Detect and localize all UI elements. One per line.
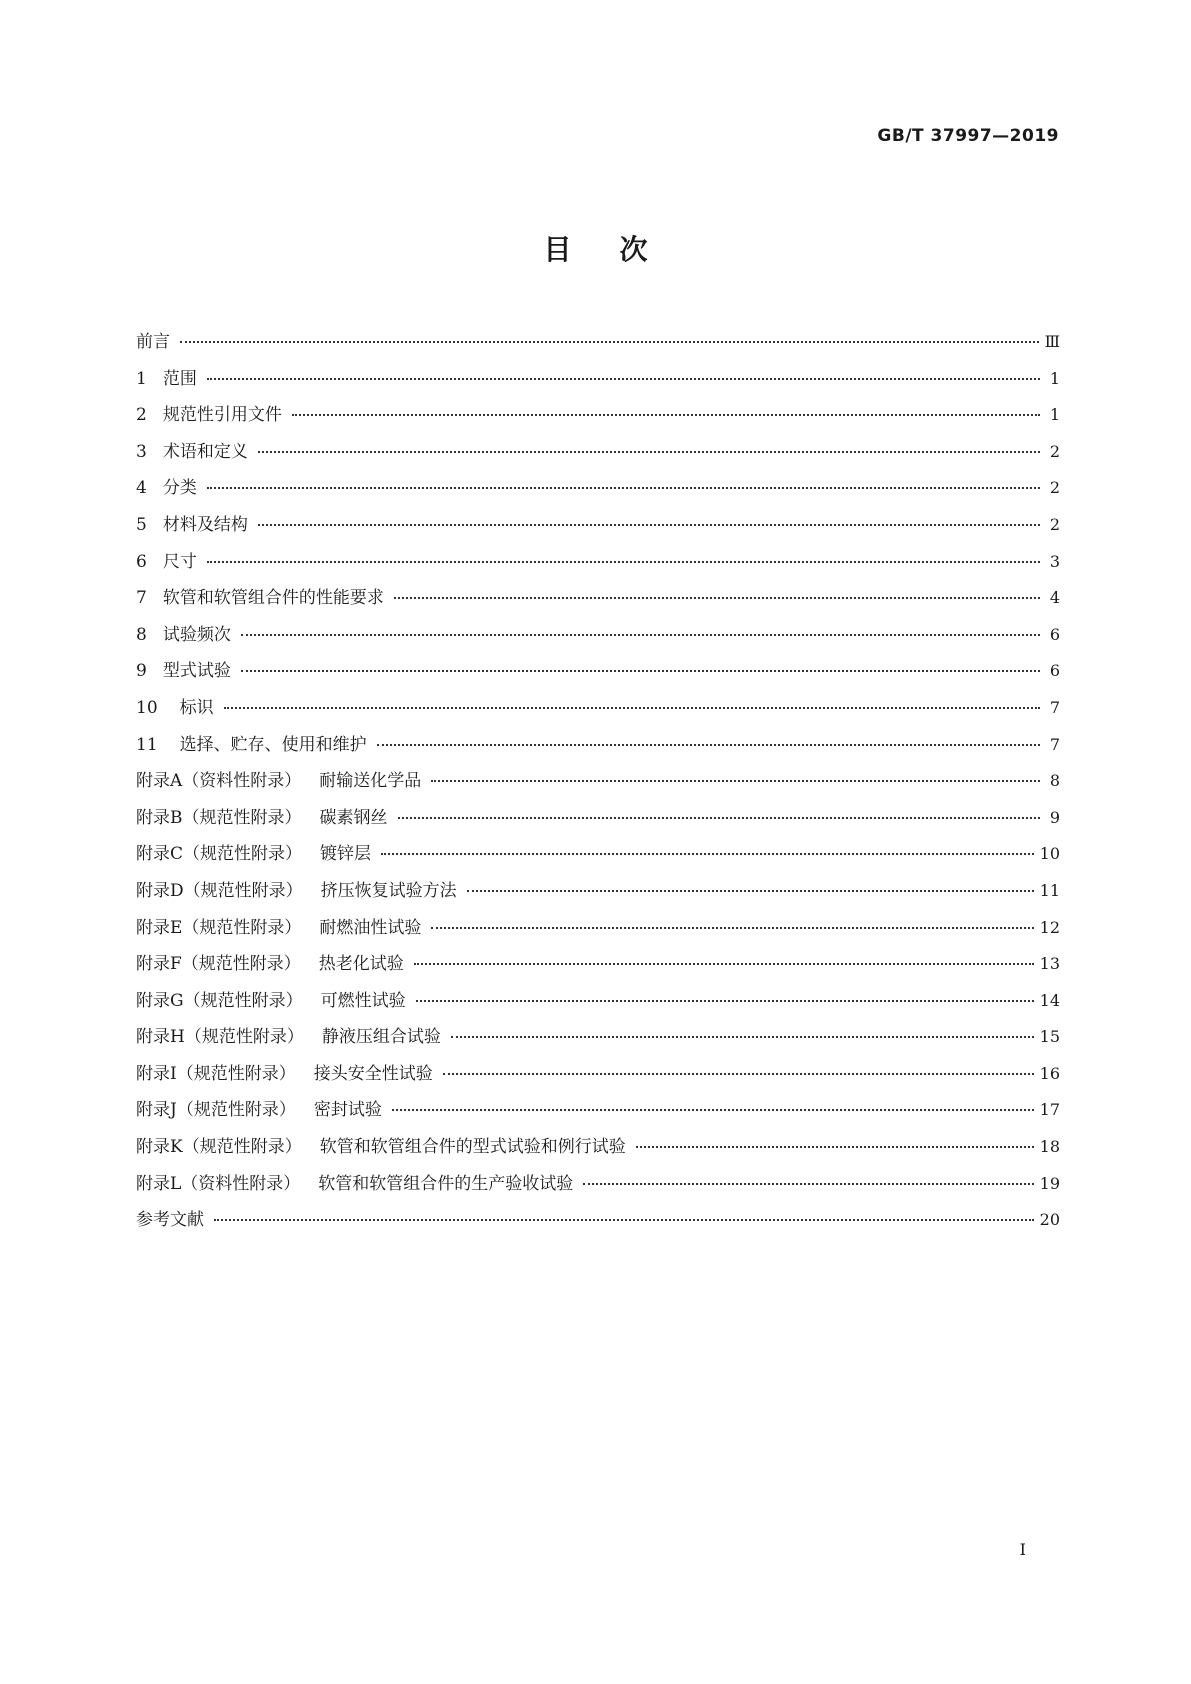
toc-entry-page: 14: [1039, 990, 1060, 1010]
toc-leader-dots: [292, 413, 1040, 416]
toc-entry-label: [136, 547, 197, 572]
toc-entry-label: [136, 327, 170, 352]
toc-entry-annex-tag: 附录L（资料性附录）: [136, 1173, 301, 1194]
table-of-contents: [136, 327, 1060, 1242]
toc-entry-page: 2: [1049, 478, 1060, 498]
toc-entry-page: 9: [1049, 807, 1060, 827]
toc-entry-label: [136, 437, 248, 462]
toc-entry-number: 5: [136, 514, 147, 535]
toc-entry[interactable]: [136, 949, 1060, 986]
toc-leader-dots: [431, 779, 1040, 782]
toc-entry-title: 软管和软管组合件的型式试验和例行试验: [319, 1137, 626, 1158]
toc-entry-page: 2: [1049, 514, 1060, 534]
toc-entry-label: [136, 400, 282, 425]
toc-entry-annex-tag: 附录E（规范性附录）: [136, 917, 302, 938]
toc-entry[interactable]: [136, 803, 1060, 840]
toc-entry-page: 6: [1049, 661, 1060, 681]
toc-leader-dots: [241, 633, 1040, 636]
toc-entry[interactable]: [136, 510, 1060, 547]
toc-entry-number: 11: [136, 734, 158, 755]
toc-entry-title: 规范性引用文件: [162, 405, 282, 426]
toc-entry-number: 1: [136, 368, 147, 389]
toc-leader-dots: [207, 560, 1040, 563]
toc-entry-title: 热老化试验: [318, 954, 404, 975]
toc-leader-dots: [180, 340, 1039, 343]
toc-leader-dots: [583, 1182, 1033, 1185]
toc-entry-title: 挤压恢复试验方法: [320, 880, 457, 901]
toc-leader-dots: [398, 816, 1041, 819]
toc-entry-title: 耐输送化学品: [319, 771, 422, 792]
toc-entry-label: [136, 876, 457, 901]
toc-entry[interactable]: [136, 364, 1060, 401]
toc-entry-annex-tag: 附录G（规范性附录）: [136, 990, 303, 1011]
toc-entry-number: 7: [136, 588, 147, 609]
toc-entry[interactable]: [136, 327, 1060, 364]
toc-entry-label: [136, 364, 197, 389]
toc-entry-page: 13: [1039, 954, 1060, 974]
toc-entry-title: 碳素钢丝: [319, 807, 388, 828]
toc-entry-label: [136, 1132, 626, 1157]
toc-entry-label: [136, 1022, 441, 1047]
toc-entry[interactable]: [136, 766, 1060, 803]
toc-entry-page: 8: [1049, 771, 1060, 791]
toc-entry-title: 试验频次: [162, 624, 231, 645]
toc-entry-number: 10: [136, 697, 158, 718]
toc-entry-page: 7: [1049, 697, 1060, 717]
toc-entry[interactable]: [136, 839, 1060, 876]
toc-entry-annex-tag: 附录H（规范性附录）: [136, 1027, 304, 1048]
toc-entry-label: [136, 766, 421, 791]
toc-leader-dots: [207, 377, 1040, 380]
toc-entry[interactable]: [136, 1169, 1060, 1206]
toc-leader-dots: [416, 999, 1034, 1002]
toc-entry-page: 16: [1039, 1063, 1060, 1083]
toc-entry-label: [136, 693, 214, 718]
toc-entry-label: [136, 949, 404, 974]
toc-entry-number: 8: [136, 624, 147, 645]
toc-entry-label: [136, 803, 388, 828]
toc-leader-dots: [443, 1072, 1034, 1075]
toc-entry-title: 标识: [179, 697, 214, 718]
page-number: I: [1019, 1540, 1026, 1559]
toc-entry[interactable]: [136, 1132, 1060, 1169]
toc-entry-title: 耐燃油性试验: [319, 917, 422, 938]
toc-entry-title: 静液压组合试验: [321, 1027, 441, 1048]
toc-entry-label: [136, 986, 406, 1011]
toc-entry-label: [136, 620, 231, 645]
toc-leader-dots: [451, 1035, 1034, 1038]
toc-entry[interactable]: [136, 547, 1060, 584]
toc-entry-title: 镀锌层: [320, 844, 372, 865]
toc-entry-label: [136, 1205, 204, 1230]
toc-entry-annex-tag: 附录K（规范性附录）: [136, 1137, 302, 1158]
toc-entry-label: [136, 656, 231, 681]
toc-leader-dots: [636, 1145, 1034, 1148]
toc-entry[interactable]: [136, 1059, 1060, 1096]
toc-entry-title: 术语和定义: [162, 441, 248, 462]
toc-entry-title: 软管和软管组合件的性能要求: [162, 588, 384, 609]
toc-entry-page: 1: [1049, 405, 1060, 425]
toc-entry[interactable]: [136, 473, 1060, 510]
toc-entry-page: 6: [1049, 624, 1060, 644]
toc-entry-label: [136, 913, 421, 938]
toc-entry-title: 密封试验: [313, 1100, 382, 1121]
toc-entry-page: 2: [1049, 441, 1060, 461]
toc-entry-page: 7: [1049, 734, 1060, 754]
toc-entry-annex-tag: 附录J（规范性附录）: [136, 1100, 296, 1121]
toc-entry-page: 18: [1039, 1137, 1060, 1157]
toc-leader-dots: [214, 1218, 1034, 1221]
toc-entry-label: [136, 583, 384, 608]
toc-entry-page: 17: [1039, 1100, 1060, 1120]
toc-entry[interactable]: [136, 730, 1060, 767]
toc-entry-page: 15: [1039, 1027, 1060, 1047]
toc-entry-page: 10: [1039, 844, 1060, 864]
toc-entry-label: [136, 1059, 433, 1084]
toc-entry-number: 4: [136, 478, 147, 499]
toc-entry[interactable]: [136, 437, 1060, 474]
toc-leader-dots: [241, 669, 1040, 672]
toc-entry[interactable]: [136, 656, 1060, 693]
toc-leader-dots: [207, 486, 1040, 489]
standard-code: GB/T 37997—2019: [877, 126, 1059, 146]
toc-leader-dots: [467, 889, 1034, 892]
toc-entry-annex-tag: 附录B（规范性附录）: [136, 807, 302, 828]
toc-entry-title: 范围: [162, 368, 197, 389]
toc-entry-page: 11: [1039, 880, 1060, 900]
toc-entry-page: 4: [1049, 588, 1060, 608]
toc-entry-page: 20: [1039, 1210, 1060, 1230]
toc-entry-page: 19: [1039, 1173, 1060, 1193]
toc-entry-label: [136, 730, 367, 755]
toc-entry-label: [136, 839, 371, 864]
toc-entry-number: 2: [136, 405, 147, 426]
toc-leader-dots: [377, 743, 1040, 746]
toc-title: 目次: [543, 233, 696, 266]
toc-leader-dots: [394, 596, 1040, 599]
toc-entry-page: 12: [1039, 917, 1060, 937]
toc-entry-number: 9: [136, 661, 147, 682]
toc-entry[interactable]: [136, 986, 1060, 1023]
toc-leader-dots: [224, 706, 1040, 709]
toc-entry-label: [136, 510, 248, 535]
toc-entry-title: 可燃性试验: [320, 990, 406, 1011]
toc-entry-label: [136, 1169, 573, 1194]
toc-entry-page: Ⅲ: [1044, 332, 1060, 351]
toc-leader-dots: [258, 523, 1040, 526]
toc-entry-title: 接头安全性试验: [313, 1063, 433, 1084]
toc-entry-title: 选择、贮存、使用和维护: [179, 734, 367, 755]
toc-entry-number: 3: [136, 441, 147, 462]
toc-entry-annex-tag: 附录F（规范性附录）: [136, 954, 301, 975]
toc-entry-title: 型式试验: [162, 661, 231, 682]
toc-entry-page: 3: [1049, 551, 1060, 571]
toc-entry-annex-tag: 附录A（资料性附录）: [136, 771, 302, 792]
toc-entry-title: 尺寸: [162, 551, 197, 572]
toc-entry[interactable]: [136, 400, 1060, 437]
toc-entry[interactable]: [136, 583, 1060, 620]
toc-leader-dots: [258, 450, 1040, 453]
toc-entry[interactable]: [136, 1022, 1060, 1059]
toc-entry-label: [136, 1095, 382, 1120]
toc-entry-title: 软管和软管组合件的生产验收试验: [318, 1173, 574, 1194]
toc-entry[interactable]: [136, 620, 1060, 657]
toc-entry-title: 分类: [162, 478, 197, 499]
toc-entry[interactable]: [136, 693, 1060, 730]
toc-entry-annex-tag: 附录C（规范性附录）: [136, 844, 303, 865]
toc-entry-page: 1: [1049, 368, 1060, 388]
toc-entry-annex-tag: 附录D（规范性附录）: [136, 880, 303, 901]
toc-entry-title: 参考文献: [136, 1210, 204, 1231]
toc-entry-label: [136, 473, 197, 498]
toc-leader-dots: [414, 962, 1034, 965]
toc-entry[interactable]: [136, 1205, 1060, 1242]
toc-entry-title: 材料及结构: [162, 514, 248, 535]
toc-entry-annex-tag: 附录I（规范性附录）: [136, 1063, 296, 1084]
toc-entry[interactable]: [136, 1095, 1060, 1132]
toc-entry-title: 前言: [136, 332, 170, 352]
toc-leader-dots: [431, 926, 1033, 929]
toc-entry-number: 6: [136, 551, 147, 572]
toc-entry[interactable]: [136, 876, 1060, 913]
toc-leader-dots: [381, 852, 1034, 855]
toc-entry[interactable]: [136, 913, 1060, 950]
toc-leader-dots: [392, 1108, 1034, 1111]
